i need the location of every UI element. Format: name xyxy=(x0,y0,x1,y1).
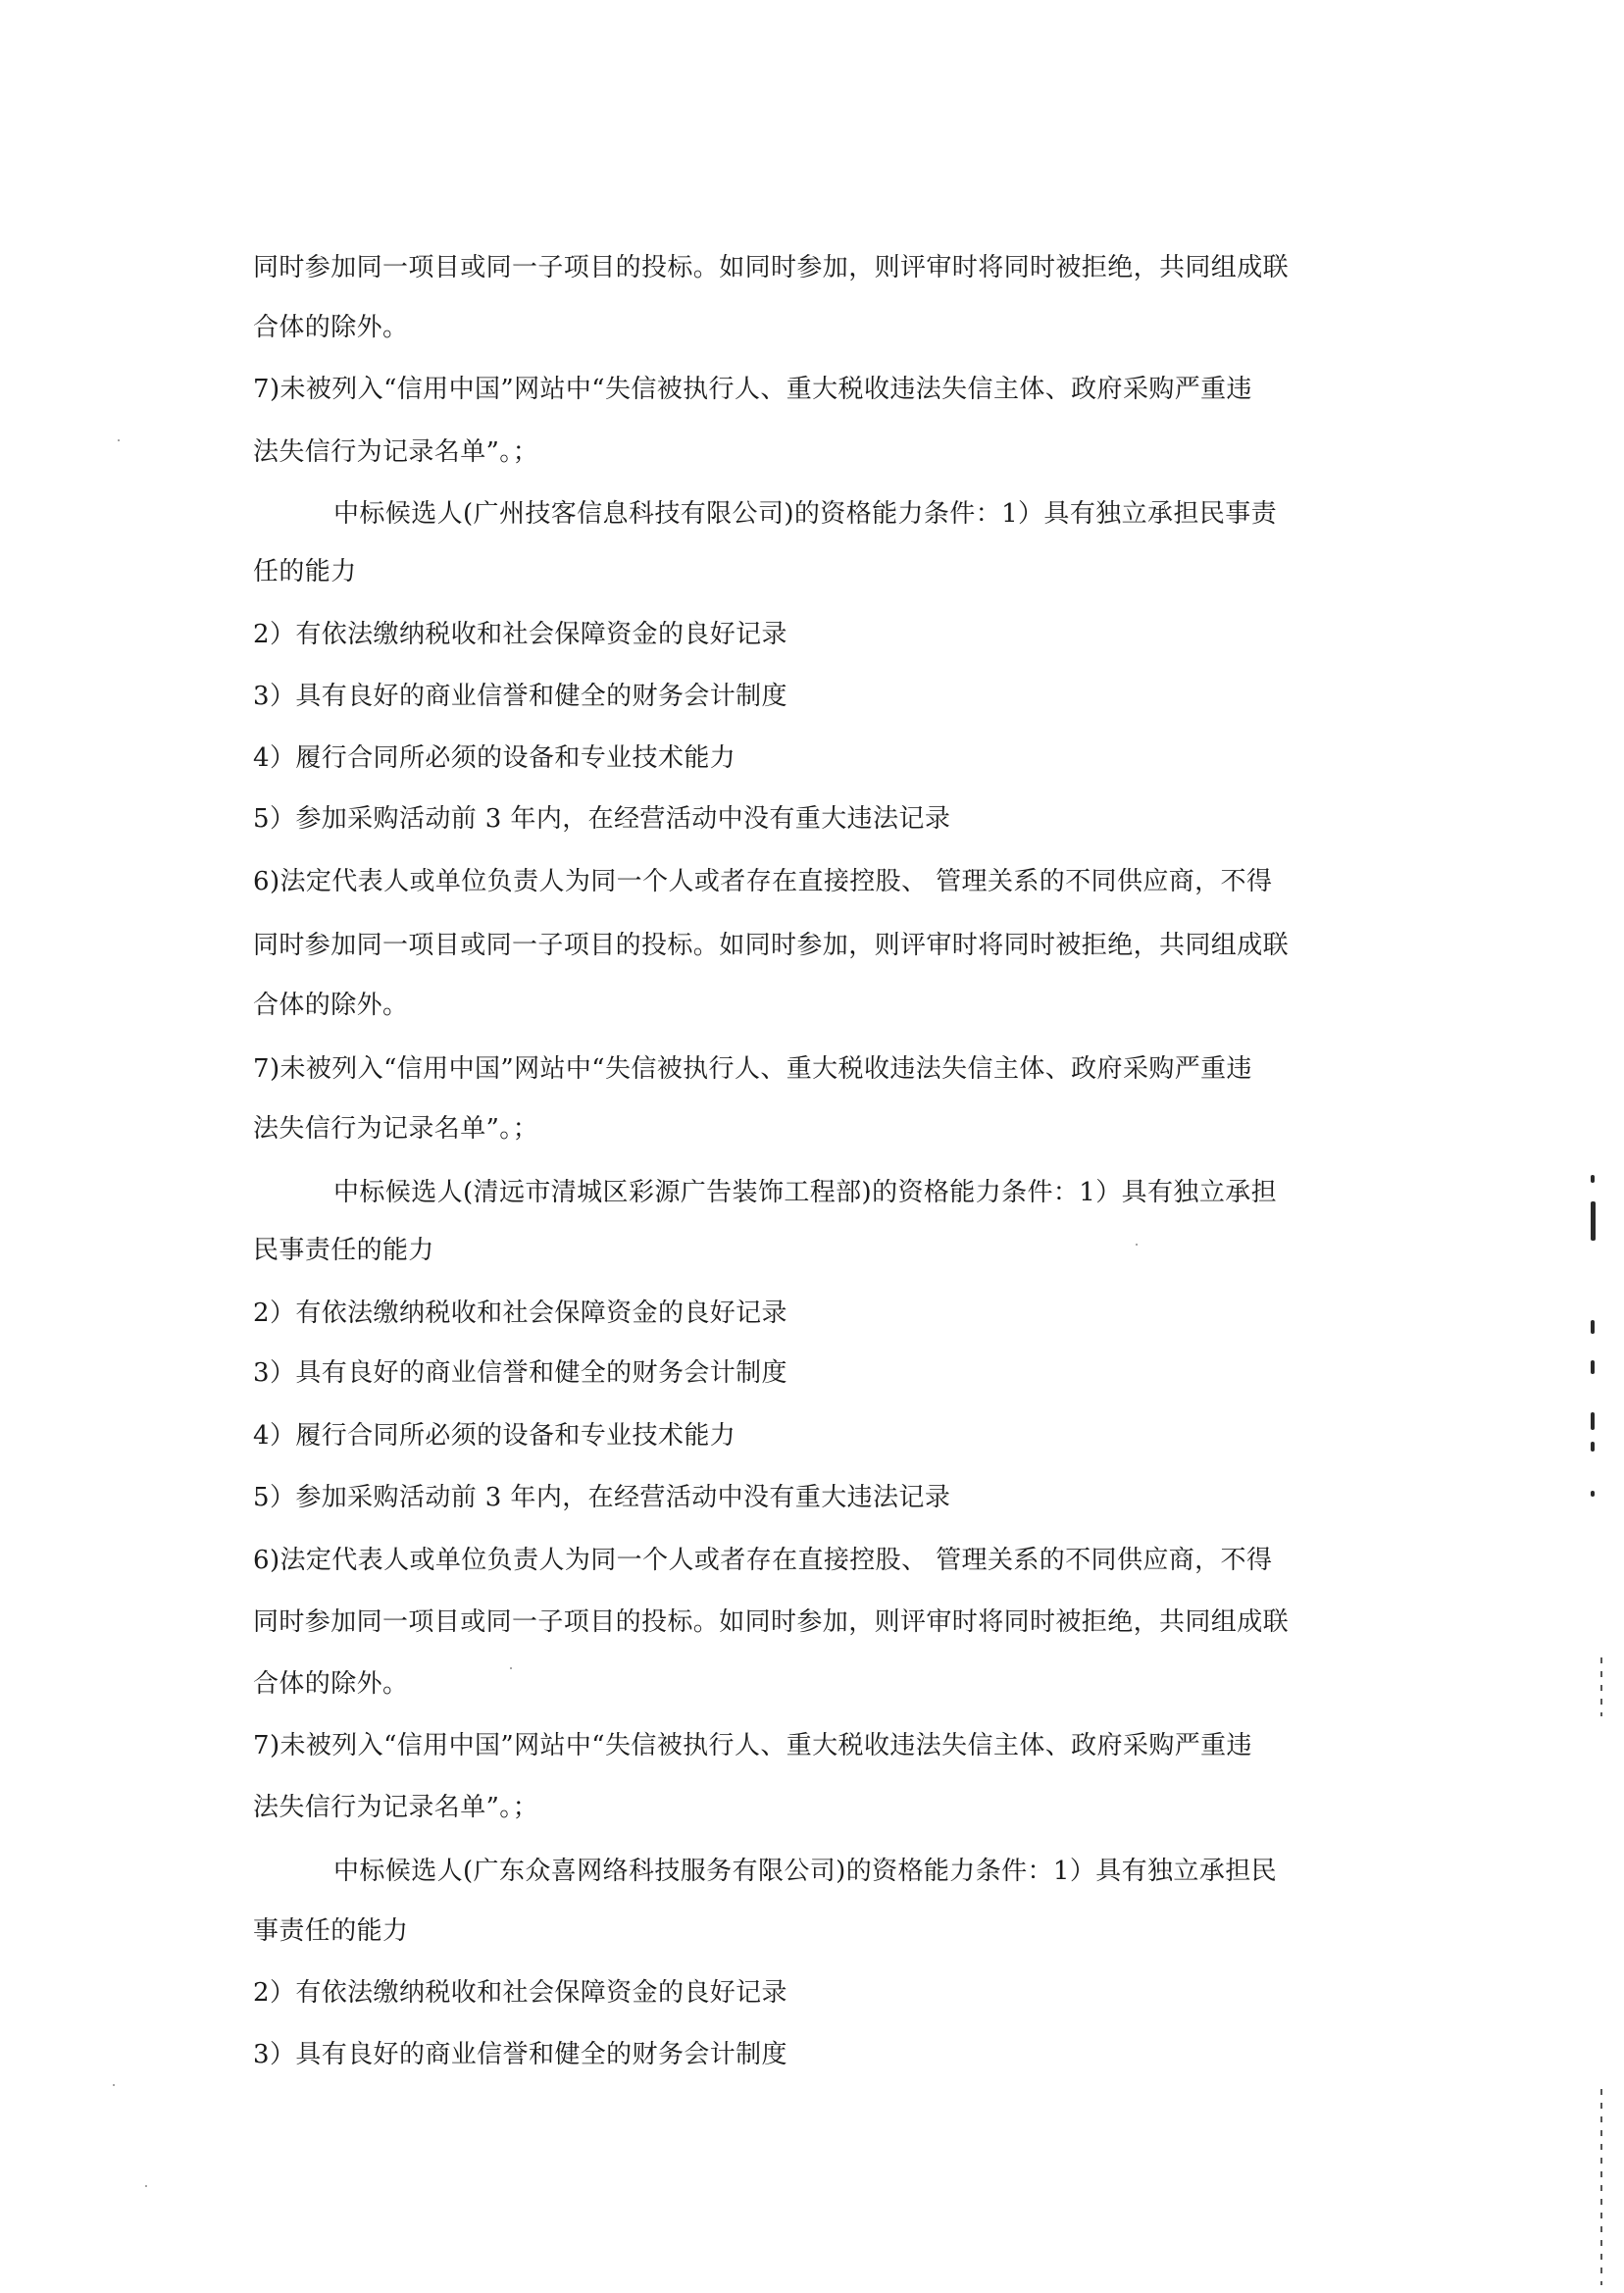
candidate-heading: 中标候选人(广东众喜网络科技服务有限公司)的资格能力条件：1）具有独立承担民 xyxy=(333,1857,1278,1886)
text-line: 同时参加同一项目或同一子项目的投标。如同时参加，则评审时将同时被拒绝，共同组成联 xyxy=(253,931,1290,960)
text-line: 任的能力 xyxy=(253,557,357,586)
scan-artifact xyxy=(1591,1412,1595,1430)
scan-speck xyxy=(118,439,120,441)
scan-artifact xyxy=(1591,1360,1595,1374)
text-line: 3）具有良好的商业信誉和健全的财务会计制度 xyxy=(253,1358,787,1388)
text-line: 法失信行为记录名单”。； xyxy=(253,1114,539,1144)
scan-edge xyxy=(1600,2089,1602,2285)
scan-artifact xyxy=(1591,1320,1595,1334)
text-line: 6)法定代表人或单位负责人为同一个人或者存在直接控股、 管理关系的不同供应商，不得 xyxy=(253,1546,1273,1575)
scan-artifact xyxy=(1591,1201,1596,1241)
scan-artifact xyxy=(1591,1175,1595,1183)
text-line: 合体的除外。 xyxy=(253,1669,409,1699)
text-line: 2）有依法缴纳税收和社会保障资金的良好记录 xyxy=(253,620,787,649)
text-line: 7)未被列入“信用中国”网站中“失信被执行人、重大税收违法失信主体、政府采购严重违 xyxy=(253,1054,1252,1084)
text-line: 法失信行为记录名单”。； xyxy=(253,437,539,467)
scan-speck xyxy=(113,2084,115,2086)
candidate-heading: 中标候选人(广州技客信息科技有限公司)的资格能力条件：1）具有独立承担民事责 xyxy=(333,499,1278,529)
candidate-heading: 中标候选人(清远市清城区彩源广告装饰工程部)的资格能力条件：1）具有独立承担 xyxy=(333,1178,1278,1207)
text-line: 7)未被列入“信用中国”网站中“失信被执行人、重大税收违法失信主体、政府采购严重违 xyxy=(253,1731,1252,1760)
text-line: 5）参加采购活动前 3 年内，在经营活动中没有重大违法记录 xyxy=(253,804,951,834)
text-line: 3）具有良好的商业信誉和健全的财务会计制度 xyxy=(253,682,787,711)
text-line: 6)法定代表人或单位负责人为同一个人或者存在直接控股、 管理关系的不同供应商，不得 xyxy=(253,867,1273,896)
text-line: 同时参加同一项目或同一子项目的投标。如同时参加，则评审时将同时被拒绝，共同组成联 xyxy=(253,1607,1290,1637)
text-line: 合体的除外。 xyxy=(253,991,409,1020)
text-line: 事责任的能力 xyxy=(253,1916,409,1946)
text-line: 5）参加采购活动前 3 年内，在经营活动中没有重大违法记录 xyxy=(253,1483,951,1512)
text-line: 3）具有良好的商业信誉和健全的财务会计制度 xyxy=(253,2040,787,2069)
text-line: 民事责任的能力 xyxy=(253,1236,434,1265)
text-line: 法失信行为记录名单”。； xyxy=(253,1793,539,1822)
text-line: 合体的除外。 xyxy=(253,313,409,342)
text-line: 4）履行合同所必须的设备和专业技术能力 xyxy=(253,743,736,773)
scan-artifact xyxy=(1591,1491,1595,1497)
text-line: 2）有依法缴纳税收和社会保障资金的良好记录 xyxy=(253,1299,787,1328)
text-line: 同时参加同一项目或同一子项目的投标。如同时参加，则评审时将同时被拒绝，共同组成联 xyxy=(253,253,1290,282)
scan-speck xyxy=(510,1667,512,1669)
text-line: 4）履行合同所必须的设备和专业技术能力 xyxy=(253,1421,736,1451)
scan-speck xyxy=(1136,1244,1138,1246)
scan-edge xyxy=(1600,1657,1602,1716)
text-line: 7)未被列入“信用中国”网站中“失信被执行人、重大税收违法失信主体、政府采购严重违 xyxy=(253,375,1252,404)
text-line: 2）有依法缴纳税收和社会保障资金的良好记录 xyxy=(253,1978,787,2008)
scan-artifact xyxy=(1591,1442,1595,1452)
scan-speck xyxy=(145,2185,147,2187)
